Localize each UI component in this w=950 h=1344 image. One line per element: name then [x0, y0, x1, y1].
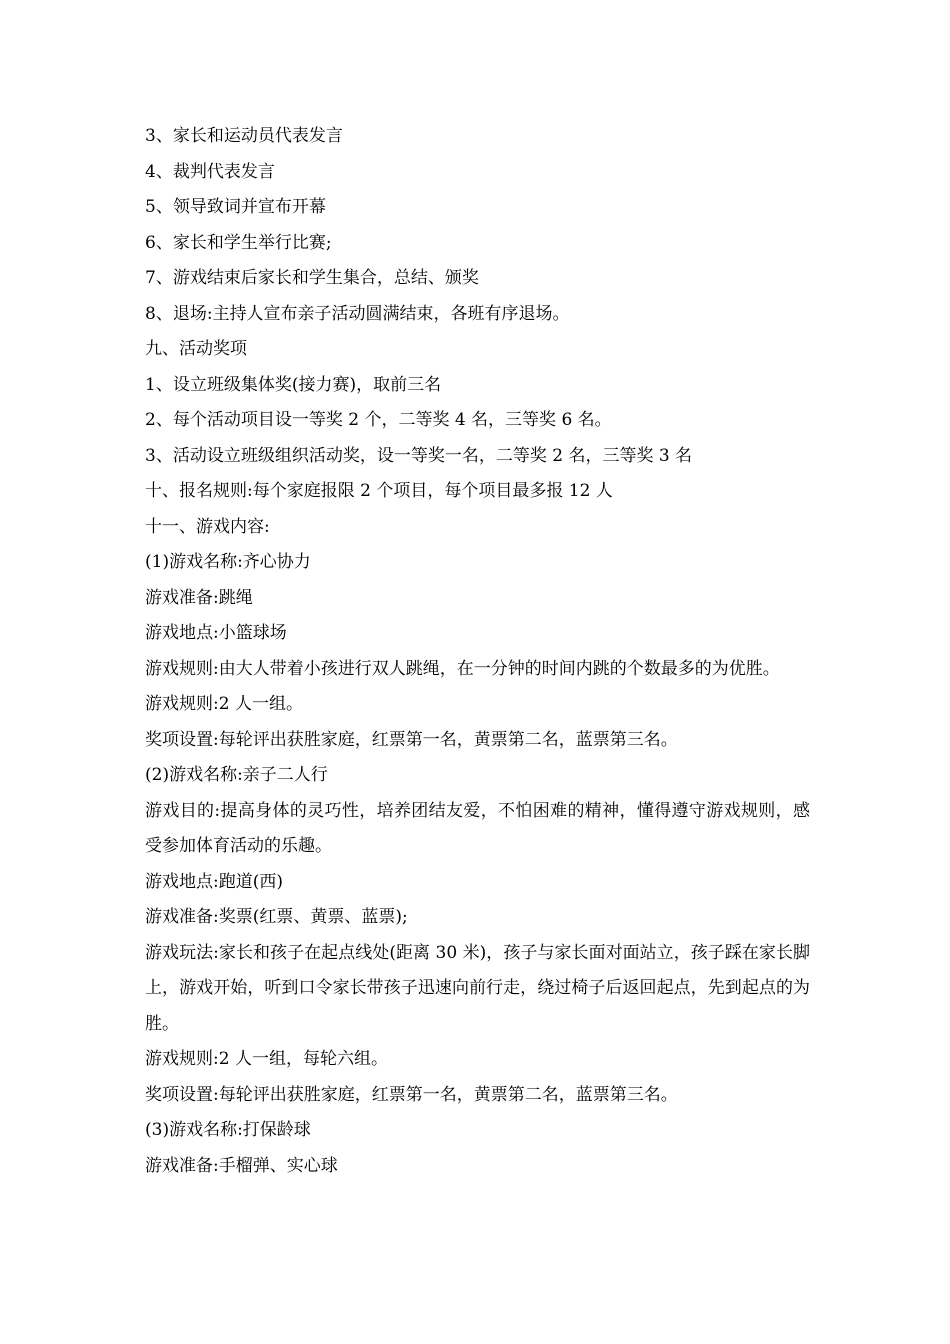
text-line: 游戏准备:奖票(红票、黄票、蓝票);	[145, 907, 408, 927]
text-paragraph: 游戏目的:提高身体的灵巧性，培养团结友爱，不怕困难的精神，懂得遵守游戏规则，感受参加体育活动的乐趣。	[145, 800, 810, 856]
text-line: 游戏地点:跑道(西)	[145, 871, 283, 892]
text-line: 游戏地点:小篮球场	[145, 623, 287, 643]
text-line: 游戏准备:手榴弹、实心球	[145, 1155, 338, 1176]
text-line: 游戏规则:2 人一组，每轮六组。	[145, 1049, 388, 1069]
game-title: (3)游戏名称:打保龄球	[145, 1120, 311, 1140]
game-title: (1)游戏名称:齐心协力	[145, 552, 311, 572]
text-line: 6、家长和学生举行比赛;	[145, 232, 332, 253]
text-line: 8、退场:主持人宣布亲子活动圆满结束，各班有序退场。	[145, 303, 570, 324]
text-line: 游戏准备:跳绳	[145, 587, 253, 608]
text-line: 4、裁判代表发言	[145, 161, 275, 182]
text-line: 5、领导致词并宣布开幕	[145, 197, 326, 217]
text-line: 奖项设置:每轮评出获胜家庭，红票第一名，黄票第二名，蓝票第三名。	[145, 729, 678, 750]
text-line: 3、活动设立班级组织活动奖，设一等奖一名，二等奖 2 名，三等奖 3 名	[145, 445, 693, 466]
document-body	[145, 119, 810, 1184]
section-heading: 十、报名规则:每个家庭报限 2 个项目，每个项目最多报 12 人	[145, 481, 613, 501]
text-line: 2、每个活动项目设一等奖 2 个，二等奖 4 名，三等奖 6 名。	[145, 410, 612, 430]
section-heading: 十一、游戏内容:	[145, 516, 270, 537]
text-paragraph: 游戏玩法:家长和孩子在起点线处(距离 30 米)，孩子与家长面对面站立，孩子踩在家长脚上，游戏开始，听到口令家长带孩子迅速向前行走，绕过椅子后返回起点，先到起点的为胜。	[145, 942, 810, 1034]
text-line: 奖项设置:每轮评出获胜家庭，红票第一名，黄票第二名，蓝票第三名。	[145, 1084, 678, 1105]
text-line: 1、设立班级集体奖(接力赛)，取前三名	[145, 374, 442, 395]
text-paragraph: 游戏规则:由大人带着小孩进行双人跳绳，在一分钟的时间内跳的个数最多的为优胜。	[145, 658, 780, 679]
section-heading: 九、活动奖项	[145, 339, 247, 359]
text-line: 游戏规则:2 人一组。	[145, 694, 303, 714]
text-line: 7、游戏结束后家长和学生集合，总结、颁奖	[145, 268, 479, 288]
game-title: (2)游戏名称:亲子二人行	[145, 765, 328, 785]
text-line: 3、家长和运动员代表发言	[145, 126, 343, 146]
